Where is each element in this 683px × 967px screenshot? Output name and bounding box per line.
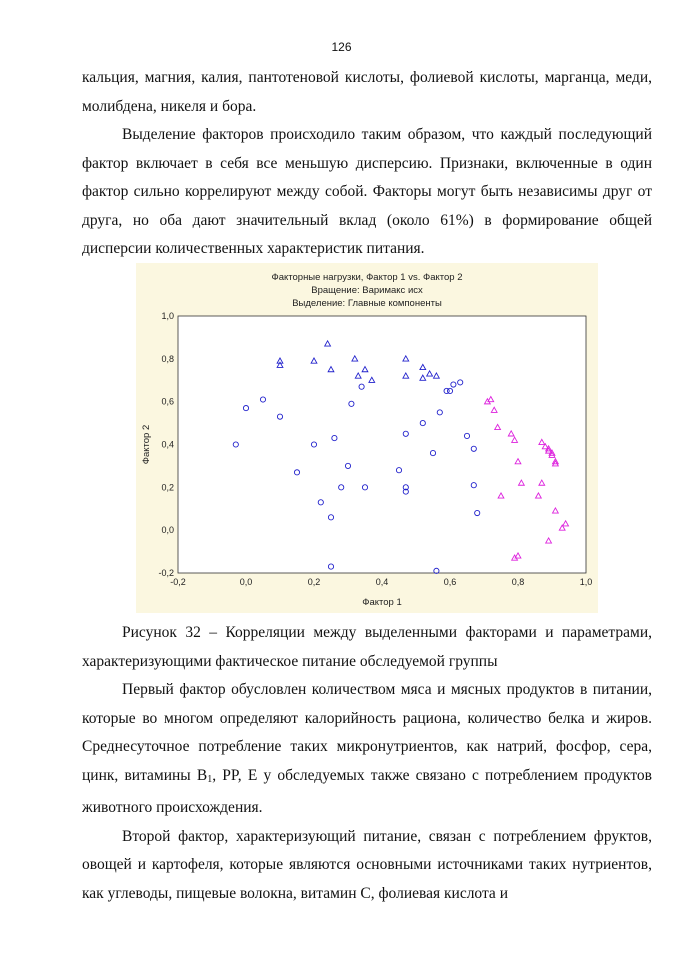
chart-title-line: Выделение: Главные компоненты [292, 298, 442, 309]
x-tick-label: 0,4 [375, 577, 389, 587]
paragraph-3-part-2: , PP, E у обследуемых также связано с потреблением продуктов животного происхождения. [82, 766, 652, 816]
chart-svg [136, 263, 598, 613]
paragraph-2: Выделение факторов происходило таким образом, что каждый последующий фактор включает в себя все меньшую дисперсию. Признаки, включенные в один фактор сильно коррелируют между собой. Факторы могут быть независимы друг от друга, но оба дают значительный вклад (около 61%) в формирование общей дисперсии количественных характеристик питания. [82, 126, 652, 257]
chart-title-line: Факторные нагрузки, Фактор 1 vs. Фактор 2 [271, 272, 463, 283]
subscript-1: 1 [207, 773, 213, 785]
paragraph-3-part-1: Первый фактор обусловлен количеством мяса и мясных продуктов в питании, которые во многом определяют калорийность рациона, количество белка и жиров. Среднесуточное потребление таких микронутриентов, как натрий, фосфор, сера, цинк, витамины B [82, 681, 652, 784]
x-tick-label: 0,8 [511, 577, 525, 587]
chart-title-line: Вращение: Варимакс исх [311, 285, 423, 296]
x-axis-label: Фактор 1 [362, 597, 402, 608]
y-tick-label: 1,0 [161, 311, 174, 321]
y-axis-label: Фактор 2 [141, 424, 152, 465]
plot-frame [178, 316, 586, 573]
y-tick-label: 0,0 [161, 525, 174, 536]
paragraph-3 [82, 676, 652, 823]
y-tick-label: 0,6 [161, 396, 174, 407]
body-text-bottom [82, 619, 652, 908]
x-tick-label: 0,2 [307, 577, 321, 587]
factor-loadings-chart [136, 263, 598, 613]
paragraph-4: Второй фактор, характеризующий питание, связан с потреблением фруктов, овощей и картофеля, которые являются основными источниками таких нутриентов, как углеводы, пищевые волокна, витамин С, фолиевая кислота и [82, 827, 652, 902]
figure-caption: Рисунок 32 – Корреляции между выделенными факторами и параметрами, характеризующими фактическое питание обследуемой группы [82, 624, 652, 670]
x-tick-label: -0,2 [170, 577, 186, 587]
y-tick-label: -0,2 [158, 568, 174, 578]
x-tick-label: 0,6 [443, 577, 457, 587]
page-number: 126 [331, 40, 352, 54]
x-tick-label: 0,0 [239, 577, 253, 587]
body-text-top [82, 64, 652, 264]
y-tick-label: 0,8 [161, 353, 174, 364]
x-tick-label: 1,0 [579, 577, 593, 587]
y-tick-label: 0,2 [161, 482, 174, 493]
paragraph-1: кальция, магния, калия, пантотеновой кислоты, фолиевой кислоты, марганца, меди, молибдена, никеля и бора. [82, 69, 652, 115]
chart-title [271, 272, 462, 309]
y-tick-label: 0,4 [161, 439, 174, 450]
